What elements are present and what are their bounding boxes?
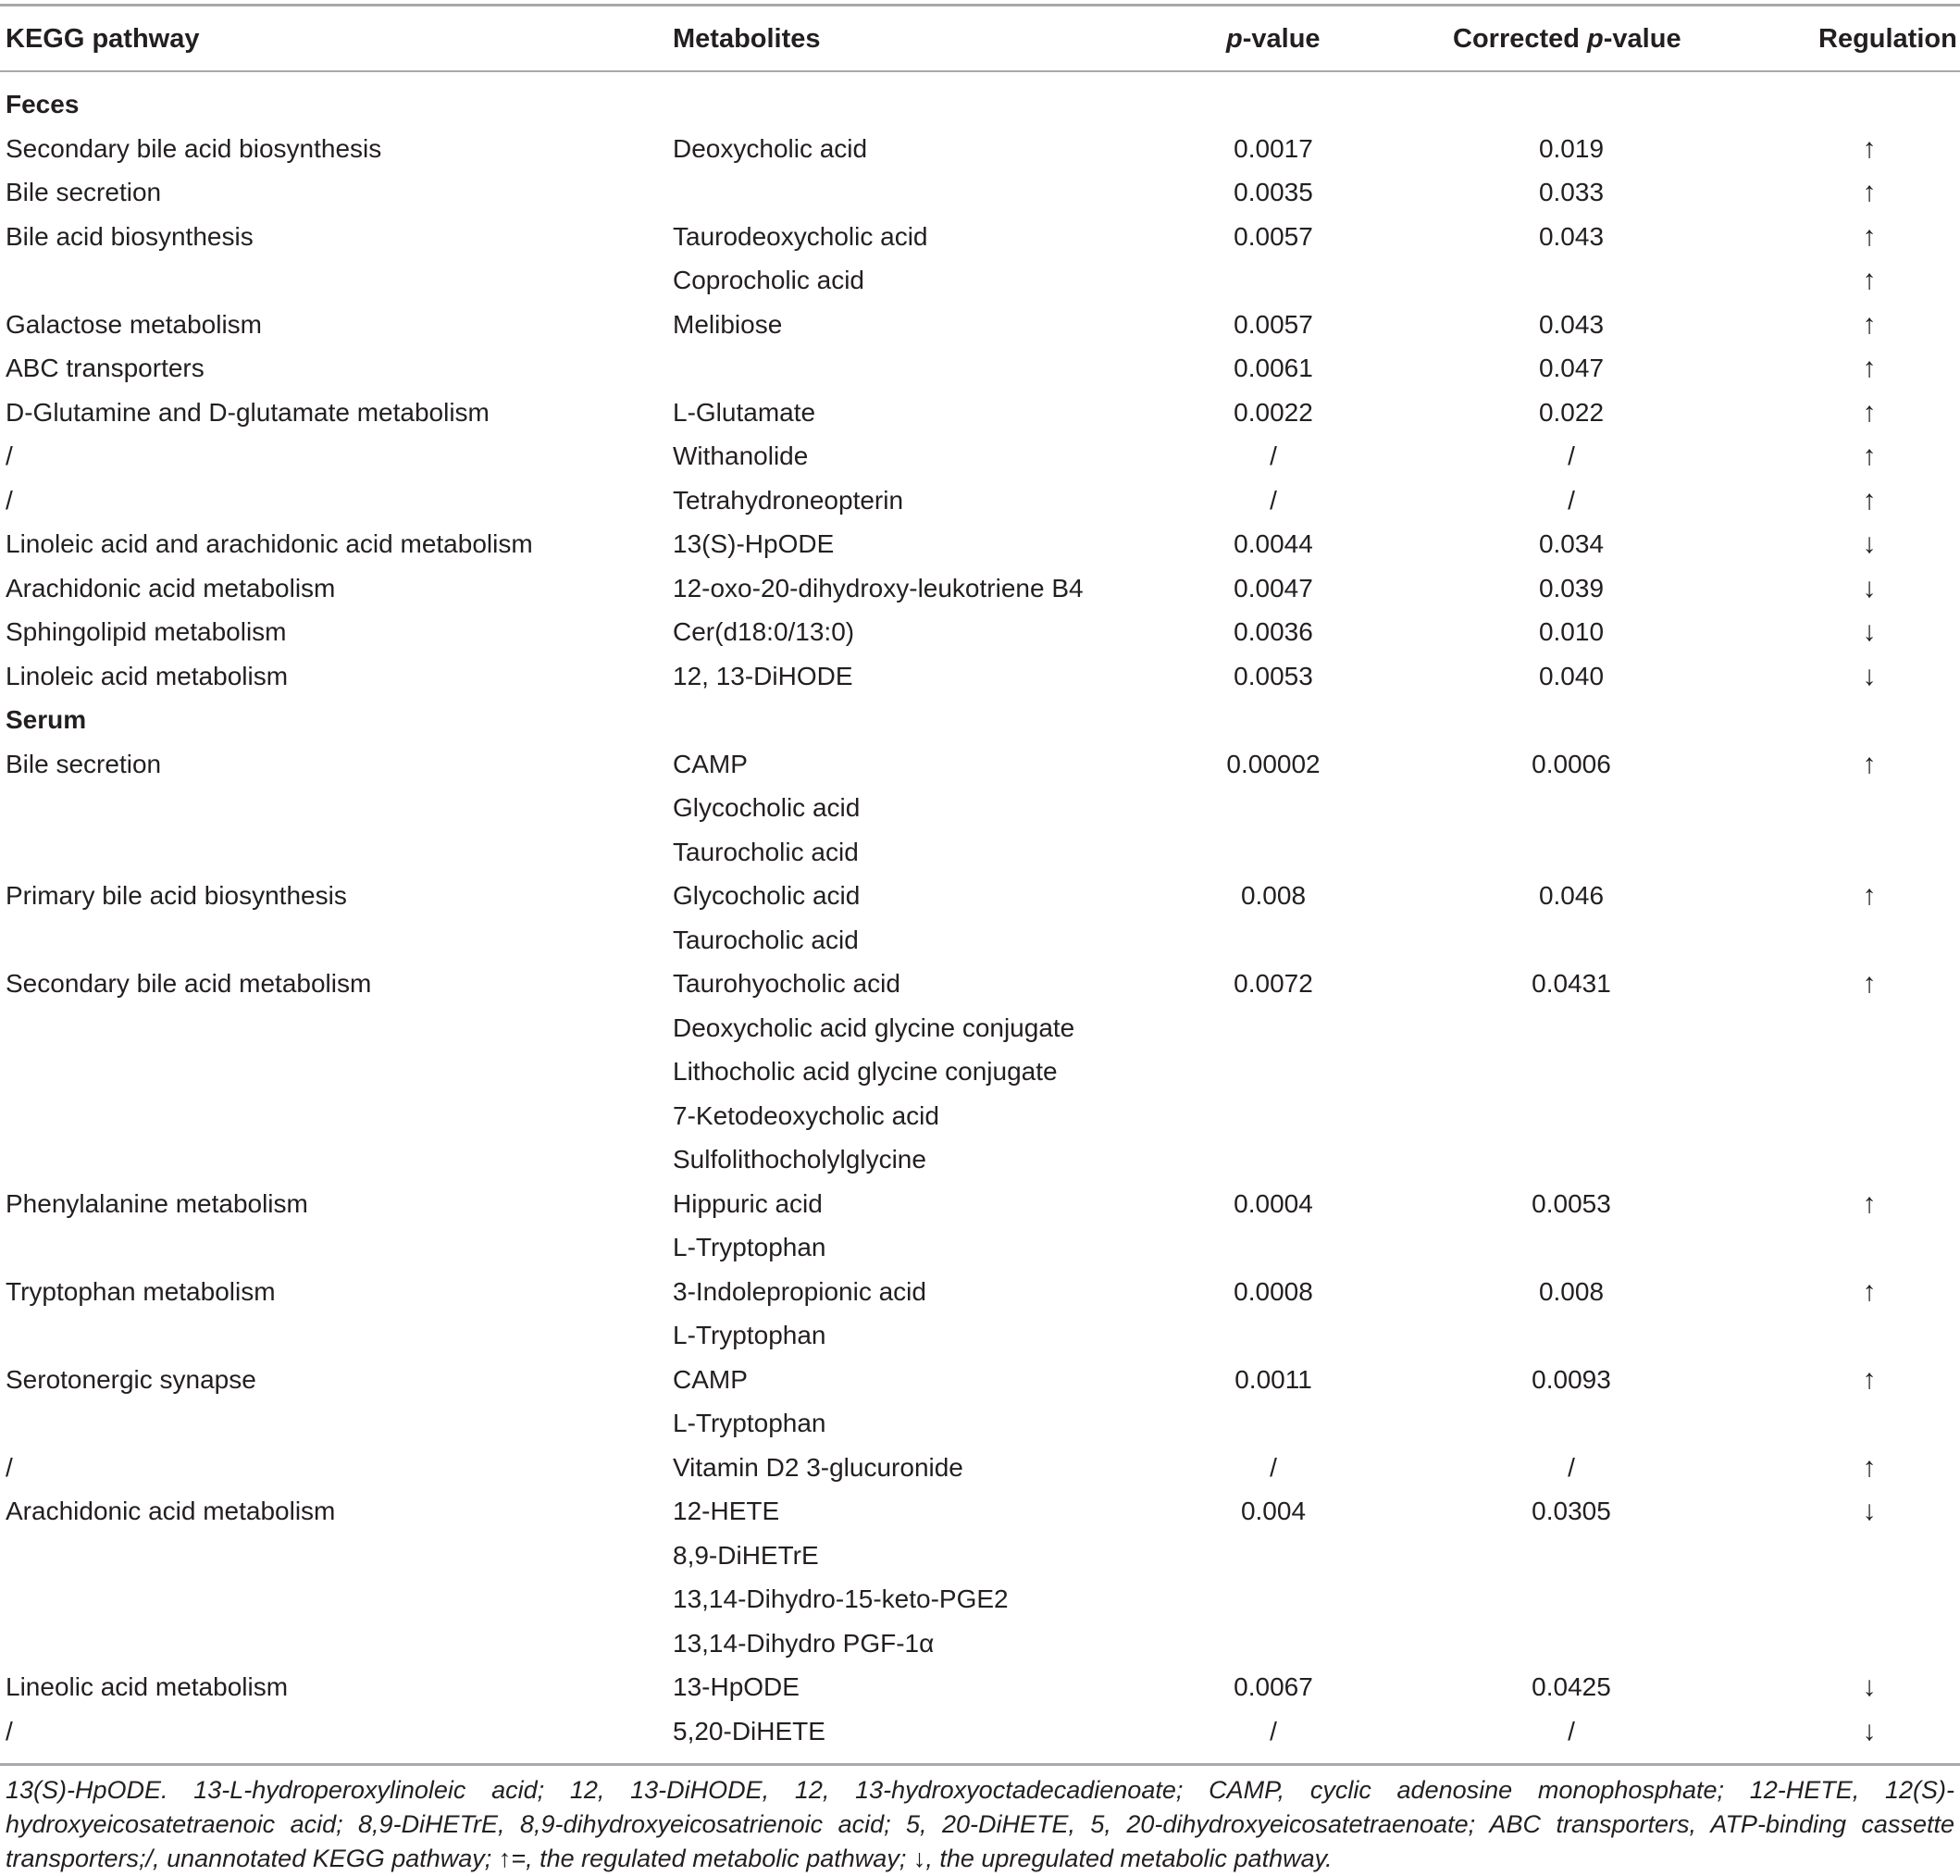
metabolite-cell: 5,20-DiHETE: [673, 1716, 825, 1746]
p-value-cell: 0.0011: [1234, 1364, 1312, 1394]
regulation-arrow-cell: ↑: [1862, 353, 1877, 383]
corrected-p-value-cell: /: [1568, 485, 1575, 515]
p-value-cell: 0.0061: [1234, 354, 1313, 382]
table-row: [0, 1050, 1960, 1094]
table-row: [0, 566, 1960, 611]
table-row: [0, 1709, 1960, 1754]
metabolite-cell: 12-oxo-20-dihydroxy-leukotriene B4: [673, 573, 1084, 603]
regulation-arrow-cell: ↑: [1862, 265, 1877, 295]
table-row: [0, 1270, 1960, 1314]
pathway-cell: Lineolic acid metabolism: [6, 1672, 289, 1701]
table-row: [0, 1489, 1960, 1534]
corrected-p-value-cell: 0.043: [1538, 221, 1605, 251]
regulation-arrow-cell: ↓: [1862, 1715, 1877, 1746]
table-row: [0, 303, 1960, 347]
pathway-cell: Bile secretion: [6, 749, 162, 778]
metabolite-cell: 12-HETE: [673, 1497, 780, 1525]
p-value-cell: 0.0035: [1234, 178, 1313, 206]
metabolite-cell: Taurohyocholic acid: [673, 969, 900, 998]
regulation-arrow-cell: ↑: [1862, 880, 1877, 911]
corrected-p-value-cell: /: [1568, 441, 1575, 470]
header-p-value: [1226, 13, 1321, 65]
table-row: [0, 918, 1960, 963]
pathway-cell: Linoleic acid metabolism: [6, 661, 289, 690]
regulation-arrow-cell: ↑: [1862, 177, 1877, 207]
pathway-cell: Bile secretion: [6, 178, 162, 206]
p-value-cell: 0.0057: [1234, 221, 1313, 251]
regulation-arrow-cell: ↑: [1862, 132, 1877, 164]
metabolite-cell: Melibiose: [673, 309, 783, 339]
table-row: [0, 874, 1960, 918]
table-header-rule: [0, 70, 1960, 72]
regulation-arrow-cell: ↓: [1862, 528, 1877, 559]
p-value-cell: 0.0057: [1234, 309, 1313, 339]
regulation-arrow-cell: ↑: [1862, 308, 1877, 340]
regulation-arrow-cell: ↓: [1862, 1496, 1877, 1526]
table-row: [0, 346, 1960, 391]
metabolite-cell: 13(S)-HpODE: [673, 529, 835, 558]
header-corrected-prefix: Corrected: [1453, 24, 1588, 54]
metabolite-cell: Cer(d18:0/13:0): [673, 617, 855, 646]
section-row: [0, 698, 1960, 742]
p-value-cell: 0.0004: [1234, 1188, 1313, 1218]
metabolite-cell: 13,14-Dihydro PGF-1α: [673, 1628, 935, 1658]
table-row: [0, 610, 1960, 654]
metabolite-cell: Deoxycholic acid glycine conjugate: [673, 1013, 1075, 1042]
table-body: [0, 82, 1960, 1753]
metabolite-cell: L-Tryptophan: [673, 1409, 826, 1437]
p-value-cell: /: [1270, 1452, 1277, 1482]
header-regulation: Regulation: [1818, 24, 1957, 54]
metabolite-cell: Lithocholic acid glycine conjugate: [673, 1057, 1058, 1086]
metabolite-cell: Vitamin D2 3-glucuronide: [673, 1452, 963, 1482]
corrected-p-value-cell: 0.039: [1538, 573, 1605, 603]
table-row: [0, 1137, 1960, 1182]
pathway-cell: Arachidonic acid metabolism: [6, 1497, 336, 1525]
table-row: [0, 1313, 1960, 1358]
metabolite-cell: 3-Indolepropionic acid: [673, 1276, 926, 1306]
table-row: [0, 522, 1960, 566]
p-value-cell: 0.0047: [1234, 573, 1313, 603]
regulation-arrow-cell: ↑: [1862, 1275, 1877, 1307]
regulation-arrow-cell: ↑: [1862, 484, 1877, 516]
p-value-cell: 0.0067: [1234, 1672, 1313, 1701]
header-p-value-rest: -value: [1242, 24, 1321, 54]
corrected-p-value-cell: /: [1568, 1716, 1575, 1746]
table-row: [0, 786, 1960, 830]
p-value-cell: 0.0017: [1234, 133, 1313, 163]
p-value-cell: /: [1270, 1716, 1277, 1746]
table-row: [0, 1621, 1960, 1666]
metabolite-cell: CAMP: [673, 1364, 748, 1394]
corrected-p-value-cell: 0.022: [1538, 397, 1605, 427]
corrected-p-value-cell: 0.0053: [1532, 1188, 1611, 1218]
metabolite-cell: 12, 13-DiHODE: [673, 661, 853, 690]
table-footnote: 13(S)-HpODE. 13-L-hydroperoxylinoleic acid; 12, 13-DiHODE, 12, 13-hydroxyoctadecadienoate; CAMP, cyclic adenosine monophosphate; 12-HETE, 12(S)-hydroxyeicosatetraenoic acid; 8,9-DiHETrE, 8,9-dihydroxyeicosatrienoic acid; 5, 20-DiHETE, 5, 20-dihydroxyeicosatetraenoate; ABC transporters, ATP-binding cassette transporters;/, unannotated KEGG pathway; ↑=, the regulated metabolic pathway; ↓, the upregulated metabolic pathway.: [6, 1776, 1954, 1872]
table-row: [0, 1358, 1960, 1402]
regulation-arrow-cell: ↑: [1862, 396, 1877, 428]
metabolite-cell: Taurocholic acid: [673, 837, 859, 866]
metabolite-cell: Coprocholic acid: [673, 266, 864, 294]
pathway-cell: Secondary bile acid metabolism: [6, 969, 372, 998]
regulation-arrow-cell: ↑: [1862, 1363, 1877, 1395]
table-row: [0, 1577, 1960, 1621]
metabolite-cell: Taurodeoxycholic acid: [673, 221, 928, 251]
table-row: [0, 478, 1960, 523]
metabolite-cell: Withanolide: [673, 441, 809, 470]
header-corrected-italic: p: [1587, 24, 1604, 54]
regulation-arrow-cell: ↑: [1862, 1451, 1877, 1483]
metabolite-cell: L-Tryptophan: [673, 1321, 826, 1349]
corrected-p-value-cell: 0.034: [1538, 529, 1605, 558]
regulation-arrow-cell: ↓: [1862, 572, 1877, 603]
metabolite-cell: Glycocholic acid: [673, 793, 861, 822]
corrected-p-value-cell: 0.0006: [1532, 749, 1611, 778]
section-label: Serum: [6, 705, 87, 734]
corrected-p-value-cell: 0.0305: [1532, 1497, 1611, 1525]
table-row: [0, 1401, 1960, 1446]
regulation-arrow-cell: ↓: [1862, 1671, 1877, 1702]
p-value-cell: 0.0044: [1234, 529, 1313, 558]
table-row: [0, 1094, 1960, 1138]
regulation-arrow-cell: ↑: [1862, 968, 1877, 999]
pathway-cell: /: [6, 485, 13, 515]
p-value-cell: 0.0072: [1234, 969, 1313, 998]
table-row: [0, 830, 1960, 875]
metabolite-cell: L-Glutamate: [673, 397, 816, 427]
corrected-p-value-cell: 0.008: [1538, 1276, 1605, 1306]
pathway-cell: /: [6, 1716, 13, 1746]
corrected-p-value-cell: 0.040: [1538, 661, 1605, 690]
regulation-arrow-cell: ↓: [1862, 660, 1877, 691]
table-row: [0, 1534, 1960, 1578]
p-value-cell: 0.0053: [1234, 661, 1313, 690]
metabolite-cell: 8,9-DiHETrE: [673, 1540, 819, 1570]
header-corrected-p-value: [1453, 13, 1681, 65]
pathway-cell: Primary bile acid biosynthesis: [6, 881, 347, 910]
regulation-arrow-cell: ↓: [1862, 616, 1877, 647]
pathway-cell: Serotonergic synapse: [6, 1364, 256, 1394]
corrected-p-value-cell: /: [1568, 1452, 1575, 1482]
pathway-cell: /: [6, 1452, 13, 1482]
pathway-cell: Tryptophan metabolism: [6, 1276, 276, 1306]
corrected-p-value-cell: 0.047: [1538, 354, 1605, 382]
table-row: [0, 434, 1960, 478]
corrected-p-value-cell: 0.046: [1538, 881, 1605, 910]
pathway-cell: Phenylalanine metabolism: [6, 1188, 308, 1218]
corrected-p-value-cell: 0.0425: [1532, 1672, 1611, 1701]
table-row: [0, 170, 1960, 215]
header-corrected-rest: -value: [1603, 24, 1681, 54]
p-value-cell: 0.00002: [1226, 749, 1321, 778]
p-value-cell: /: [1270, 441, 1277, 470]
table-row: [0, 1446, 1960, 1490]
table-row: [0, 1665, 1960, 1709]
section-row: [0, 82, 1960, 127]
section-label: Feces: [6, 90, 80, 118]
corrected-p-value-cell: 0.019: [1538, 133, 1605, 163]
table-row: [0, 1006, 1960, 1050]
regulation-arrow-cell: ↑: [1862, 748, 1877, 779]
table-row: [0, 391, 1960, 435]
corrected-p-value-cell: 0.0431: [1532, 969, 1611, 998]
metabolite-cell: Deoxycholic acid: [673, 133, 868, 163]
metabolite-cell: 7-Ketodeoxycholic acid: [673, 1100, 939, 1130]
pathway-cell: Linoleic acid and arachidonic acid metabolism: [6, 529, 533, 558]
metabolite-cell: Tetrahydroneopterin: [673, 485, 904, 515]
table-top-rule: [0, 4, 1960, 6]
metabolite-cell: CAMP: [673, 749, 748, 778]
table-row: [0, 742, 1960, 787]
regulation-arrow-cell: ↑: [1862, 220, 1877, 252]
regulation-arrow-cell: ↑: [1862, 441, 1877, 471]
metabolite-cell: Sulfolithocholylglycine: [673, 1145, 926, 1174]
corrected-p-value-cell: 0.033: [1538, 178, 1605, 206]
corrected-p-value-cell: 0.0093: [1532, 1364, 1611, 1394]
table-row: [0, 1225, 1960, 1270]
metabolite-cell: Taurocholic acid: [673, 925, 859, 954]
p-value-cell: 0.004: [1240, 1497, 1307, 1525]
metabolite-cell: 13-HpODE: [673, 1672, 800, 1701]
metabolite-cell: Hippuric acid: [673, 1188, 823, 1218]
corrected-p-value-cell: 0.043: [1538, 309, 1605, 339]
metabolite-cell: Glycocholic acid: [673, 881, 861, 910]
table-row: [0, 654, 1960, 699]
header-kegg-pathway: KEGG pathway: [6, 24, 200, 54]
header-p-value-italic: p: [1226, 24, 1243, 54]
pathway-cell: Secondary bile acid biosynthesis: [6, 133, 382, 163]
table-row: [0, 127, 1960, 171]
table-row: [0, 962, 1960, 1006]
p-value-cell: /: [1270, 485, 1277, 515]
table-row: [0, 1182, 1960, 1226]
metabolite-cell: 13,14-Dihydro-15-keto-PGE2: [673, 1584, 1009, 1613]
header-metabolites: Metabolites: [673, 24, 821, 54]
pathway-cell: Galactose metabolism: [6, 309, 263, 339]
p-value-cell: 0.0036: [1234, 617, 1313, 646]
corrected-p-value-cell: 0.010: [1538, 617, 1605, 646]
table-header-row: [0, 13, 1960, 65]
p-value-cell: 0.0008: [1234, 1276, 1313, 1306]
metabolite-cell: L-Tryptophan: [673, 1233, 826, 1261]
p-value-cell: 0.0022: [1234, 397, 1313, 427]
table-bottom-rule: [0, 1763, 1960, 1766]
pathway-cell: Bile acid biosynthesis: [6, 221, 254, 251]
pathway-cell: D-Glutamine and D-glutamate metabolism: [6, 397, 490, 427]
table-row: [0, 258, 1960, 303]
pathway-cell: Arachidonic acid metabolism: [6, 573, 336, 603]
pathway-cell: /: [6, 441, 13, 470]
p-value-cell: 0.008: [1240, 881, 1307, 910]
pathway-cell: ABC transporters: [6, 354, 205, 382]
table-row: [0, 215, 1960, 259]
regulation-arrow-cell: ↑: [1862, 1187, 1877, 1219]
pathway-cell: Sphingolipid metabolism: [6, 617, 287, 646]
